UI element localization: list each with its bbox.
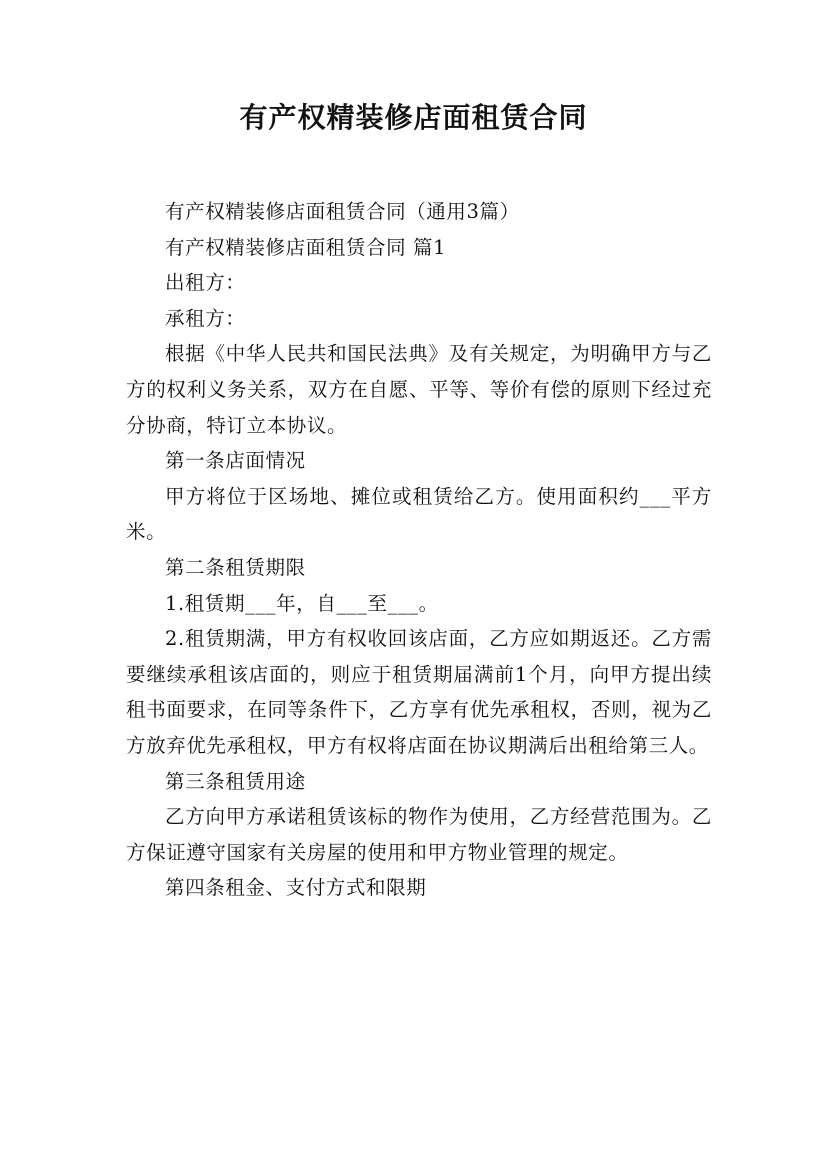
section-heading-2: 第二条租赁期限 [165, 555, 306, 579]
section-heading-3: 第三条租赁用途 [165, 769, 306, 793]
paragraph-store-info: 甲方将位于区场地、摊位或租赁给乙方。使用面积约___平方米。 [126, 484, 712, 544]
section-heading-1: 第一条店面情况 [165, 449, 306, 473]
paragraph-heading-series: 有产权精装修店面租赁合同（通用3篇） [165, 200, 520, 223]
paragraph-preamble: 根据《中华人民共和国民法典》及有关规定，为明确甲方与乙方的权利义务关系，双方在自愿、平等、等价有偿的原则下经过充分协商，特订立本协议。 [126, 342, 712, 437]
section-heading-4: 第四条租金、支付方式和限期 [165, 876, 427, 900]
document-body [126, 194, 712, 906]
paragraph-heading-part1: 有产权精装修店面租赁合同 篇1 [165, 235, 447, 259]
paragraph-usage: 乙方向甲方承诺租赁该标的物作为使用，乙方经营范围为。乙方保证遵守国家有关房屋的使用和甲方物业管理的规定。 [126, 805, 712, 864]
paragraph-lessee: 承租方： [165, 306, 246, 330]
paragraph-term-1: 1.租赁期___年，自___至___。 [165, 591, 439, 615]
paragraph-lessor: 出租方： [165, 271, 246, 295]
document-title: 有产权精装修店面租赁合同 [239, 101, 588, 134]
paragraph-term-2: 2.租赁期满，甲方有权收回该店面，乙方应如期返还。乙方需要继续承租该店面的，则应于租赁期届满前1个月，向甲方提出续租书面要求，在同等条件下，乙方享有优先承租权，否则，视为乙方放弃优先承租权，甲方有权将店面在协议期满后出租给第三人。 [126, 627, 712, 757]
